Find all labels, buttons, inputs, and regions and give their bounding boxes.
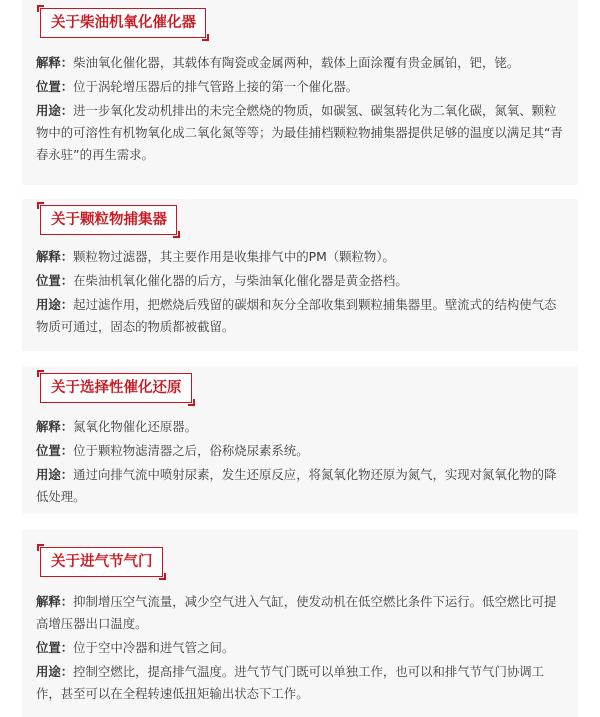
explain-paragraph bbox=[36, 246, 564, 268]
position-paragraph bbox=[36, 76, 564, 98]
use-paragraph bbox=[36, 294, 564, 338]
corner-decoration bbox=[173, 231, 180, 238]
use-paragraph bbox=[36, 464, 564, 508]
corner-decoration bbox=[188, 399, 195, 406]
corner-decoration bbox=[202, 34, 209, 41]
explain-label: 解释： bbox=[36, 594, 74, 609]
explain-paragraph bbox=[36, 52, 564, 74]
section-particulate-filter bbox=[22, 199, 578, 351]
explain-label: 解释： bbox=[36, 55, 74, 70]
use-text: 起过滤作用，把燃烧后残留的碳烟和灰分全部收集到颗粒捕集器里。壁流式的结构使气态物质可通过，固态的物质都被截留。 bbox=[36, 297, 557, 334]
section-heading bbox=[40, 373, 192, 403]
use-paragraph bbox=[36, 100, 564, 166]
section-title: 关于选择性催化还原 bbox=[51, 380, 182, 396]
corner-decoration bbox=[37, 5, 44, 12]
position-paragraph bbox=[36, 637, 564, 659]
position-text: 位于空中冷器和进气管之间。 bbox=[73, 640, 235, 655]
position-text: 位于颗粒物滤清器之后，俗称烧尿素系统。 bbox=[73, 443, 309, 458]
position-label: 位置： bbox=[36, 273, 74, 288]
section-heading bbox=[40, 8, 206, 38]
section-heading bbox=[40, 547, 163, 577]
explain-label: 解释： bbox=[36, 249, 74, 264]
use-label: 用途： bbox=[36, 664, 74, 679]
corner-decoration bbox=[37, 370, 44, 377]
section-heading bbox=[40, 205, 177, 235]
section-selective-catalytic-reduction bbox=[22, 366, 578, 514]
position-label: 位置： bbox=[36, 443, 74, 458]
use-label: 用途： bbox=[36, 467, 74, 482]
explain-label: 解释： bbox=[36, 419, 74, 434]
corner-decoration bbox=[159, 573, 166, 580]
use-text: 通过向排气流中喷射尿素，发生还原反应，将氮氧化物还原为氮气，实现对氮氧化物的降低处理。 bbox=[36, 467, 557, 504]
position-text: 在柴油机氧化催化器的后方，与柴油氧化催化器是黄金搭档。 bbox=[73, 273, 408, 288]
explain-text: 氮氧化物催化还原器。 bbox=[73, 419, 198, 434]
explain-paragraph bbox=[36, 591, 564, 635]
position-label: 位置： bbox=[36, 79, 74, 94]
explain-paragraph bbox=[36, 416, 564, 438]
section-diesel-oxidation-catalyst bbox=[22, 0, 578, 185]
explain-text: 颗粒物过滤器，其主要作用是收集排气中的PM（颗粒物）。 bbox=[73, 249, 395, 264]
corner-decoration bbox=[37, 544, 44, 551]
explain-text: 柴油氧化催化器，其载体有陶瓷或金属两种，载体上面涂覆有贵金属铂，钯，铑。 bbox=[73, 55, 520, 70]
position-paragraph bbox=[36, 440, 564, 462]
section-title: 关于颗粒物捕集器 bbox=[51, 212, 167, 228]
section-intake-throttle bbox=[22, 530, 578, 717]
position-paragraph bbox=[36, 270, 564, 292]
use-text: 控制空燃比，提高排气温度。进气节气门既可以单独工作，也可以和排气节气门协调工作，甚至可以在全程转速低扭矩输出状态下工作。 bbox=[36, 664, 545, 701]
position-label: 位置： bbox=[36, 640, 74, 655]
section-title: 关于进气节气门 bbox=[51, 554, 153, 570]
corner-decoration bbox=[37, 202, 44, 209]
use-text: 进一步氧化发动机排出的未完全燃烧的物质，如碳氢、碳氢转化为二氧化碳，氮氧、颗粒物中的可溶性有机物氧化成二氧化氮等等；为最佳捕档颗粒物捕集器提供足够的温度以满足其“青春永驻”的再生需求。 bbox=[36, 103, 563, 162]
position-text: 位于涡轮增压器后的排气管路上接的第一个催化器。 bbox=[73, 79, 359, 94]
use-label: 用途： bbox=[36, 103, 74, 118]
explain-text: 抑制增压空气流量，减少空气进入气缸，使发动机在低空燃比条件下运行。低空燃比可提高增压器出口温度。 bbox=[36, 594, 557, 631]
use-paragraph bbox=[36, 661, 564, 705]
section-title: 关于柴油机氧化催化器 bbox=[51, 15, 196, 31]
use-label: 用途： bbox=[36, 297, 74, 312]
